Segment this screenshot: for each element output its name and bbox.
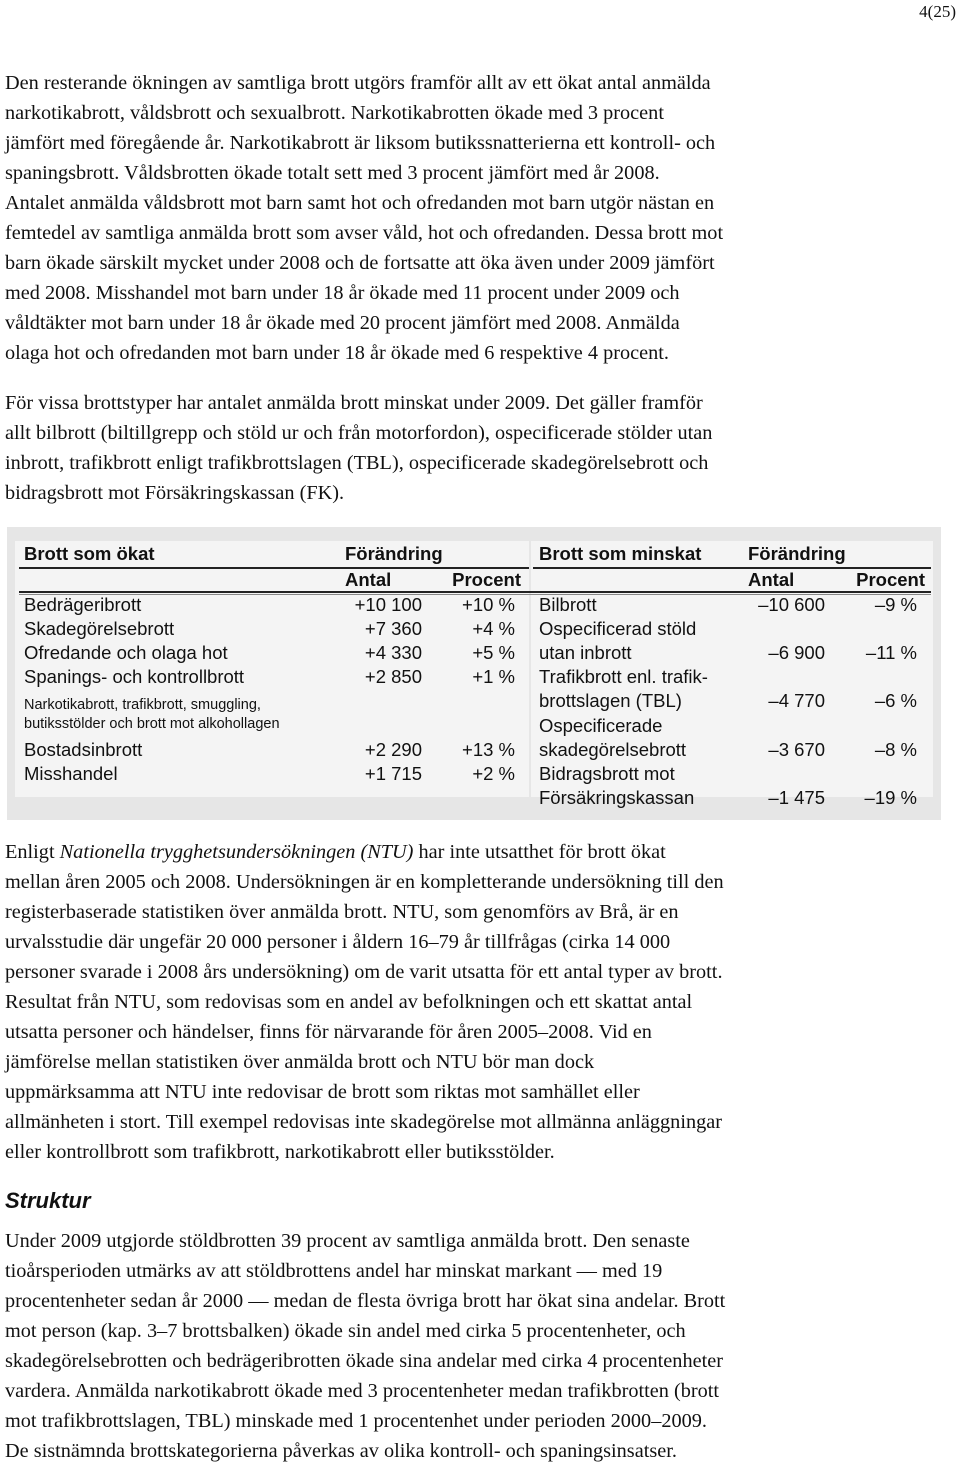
table-cell-antal: –10 600 (758, 594, 825, 615)
text-line: procentenheter sedan år 2000 — medan de flesta övriga brott har ökat sina andelar. Brott (5, 1290, 726, 1312)
table-cell-procent: +13 % (462, 739, 515, 760)
crime-change-table (7, 527, 941, 820)
table-cell-label-small: butiksstölder och brott mot alkohollagen (24, 716, 280, 732)
table-cell-antal: +10 100 (354, 594, 422, 615)
table-cell-procent: –9 % (874, 594, 917, 615)
text-line: mot person (kap. 3–7 brottsbalken) ökade sin andel med cirka 5 procentenheter, och (5, 1320, 686, 1342)
paragraph-ntu (5, 837, 950, 1167)
table-cell-procent: –19 % (864, 787, 917, 808)
table-cell-procent: +10 % (462, 594, 515, 615)
table-cell-procent: +2 % (472, 763, 515, 784)
table-cell-procent: +1 % (472, 666, 515, 687)
subheader-procent-right: Procent (856, 569, 925, 590)
section-heading-struktur: Struktur (5, 1188, 91, 1213)
survey-title: Nationella trygghetsundersökningen (NTU) (59, 841, 414, 863)
table-cell-procent: +4 % (472, 618, 515, 639)
table-cell-antal: +4 330 (364, 642, 422, 663)
text-line: Under 2009 utgjorde stöldbrotten 39 procent av samtliga anmälda brott. Den senaste (5, 1230, 690, 1252)
table-cell-label: Bostadsinbrott (24, 739, 143, 760)
text-line: urvalsstudie där ungefär 20 000 personer i åldern 16–79 år tillfrågas (cirka 14 000 (5, 931, 671, 953)
header-change-left: Förändring (345, 543, 443, 564)
text-line: Antalet anmälda våldsbrott mot barn samt hot och ofredanden mot barn utgör nästan en (5, 192, 715, 214)
text-line: jämförelse mellan statistiken över anmälda brott och NTU bör man dock (5, 1051, 595, 1073)
paragraph-crime-increase (5, 68, 950, 368)
text-line: olaga hot och ofredanden mot barn under 18 år ökade med 6 respektive 4 procent. (5, 342, 669, 364)
header-rule (19, 591, 931, 593)
text-line: tioårsperioden utmärks av att stöldbrottens andel har minskat markant — med 19 (5, 1260, 663, 1282)
text-line: narkotikabrott, våldsbrott och sexualbrott. Narkotikabrotten ökade med 3 procent (5, 102, 664, 124)
table-cell-procent: –11 % (865, 642, 917, 663)
text-fragment: Enligt (5, 841, 60, 863)
header-increased: Brott som ökat (24, 543, 155, 564)
table-cell-label-small: Narkotikabrott, trafikbrott, smuggling, (24, 697, 261, 713)
table-cell-label: Försäkringskassan (539, 787, 695, 808)
table-cell-antal: +2 850 (364, 666, 422, 687)
text-line: uppmärksamma att NTU inte redovisar de brott som riktas mot samhället eller (5, 1081, 640, 1103)
text-line: allt bilbrott (biltillgrepp och stöld ur och från motorfordon), ospecificerade stölder utan (5, 422, 713, 444)
table-cell-antal: –3 670 (768, 739, 825, 760)
table-cell-procent: –8 % (874, 739, 917, 760)
text-line: våldtäkter mot barn under 18 år ökade med 20 procent jämfört med 2008. Anmälda (5, 312, 680, 334)
text-line (5, 837, 950, 867)
text-line: allmänheten i stort. Till exempel redovisas inte skadegörelse mot allmänna anläggningar (5, 1111, 722, 1133)
table-cell-label: Ospecificerade (539, 715, 663, 736)
table-cell-label: Bilbrott (539, 594, 597, 615)
table-cell-label: utan inbrott (539, 642, 632, 663)
header-change-right: Förändring (748, 543, 846, 564)
text-line: Den resterande ökningen av samtliga brott utgörs framför allt av ett ökat antal anmälda (5, 72, 711, 94)
text-line: femtedel av samtliga anmälda brott som avser våld, hot och ofredanden. Dessa brott mot (5, 222, 724, 244)
subheader-antal-left: Antal (345, 569, 392, 590)
table-cell-label: Spanings- och kontrollbrott (24, 666, 245, 687)
table-cell-label: Skadegörelsebrott (24, 618, 175, 639)
text-line: vardera. Anmälda narkotikabrott ökade med 3 procentenheter medan trafikbrotten (brott (5, 1380, 720, 1402)
table-cell-label: Trafikbrott enl. trafik- (539, 666, 708, 687)
subheader-antal-right: Antal (748, 569, 795, 590)
text-line: personer svarade i 2008 års undersökning) om de varit utsatta för ett antal typer av brott. (5, 961, 723, 983)
text-line: mot trafikbrottslagen, TBL) minskade med 1 procentenhet under perioden 2000–2009. (5, 1410, 707, 1432)
table-cell-antal: +7 360 (364, 618, 422, 639)
page-number: 4(25) (919, 2, 956, 21)
text-line: skadegörelsebrotten och bedrägeribrotten ökade sina andelar med cirka 4 procentenheter (5, 1350, 723, 1372)
subheader-procent-left: Procent (452, 569, 521, 590)
table-cell-antal: +2 290 (364, 739, 422, 760)
table-cell-procent: +5 % (472, 642, 515, 663)
text-line: eller kontrollbrott som trafikbrott, narkotikabrott eller butiksstölder. (5, 1141, 555, 1163)
table-cell-label: brottslagen (TBL) (539, 690, 682, 711)
text-line: För vissa brottstyper har antalet anmälda brott minskat under 2009. Det gäller framför (5, 392, 703, 414)
text-line: Resultat från NTU, som redovisas som en andel av befolkningen och ett skattat antal (5, 991, 693, 1013)
text-line: spaningsbrott. Våldsbrotten ökade totalt sett med 3 procent jämfört med år 2008. (5, 162, 660, 184)
text-line: jämfört med föregående år. Narkotikabrott är liksom butikssnatterierna ett kontroll- och (5, 132, 716, 154)
table-cell-label: skadegörelsebrott (539, 739, 687, 760)
paragraph-crime-decrease (5, 388, 950, 508)
text-line: mellan åren 2005 och 2008. Undersökningen är en kompletterande undersökning till den (5, 871, 724, 893)
text-line: De sistnämnda brottskategorierna påverkas av olika kontroll- och spaningsinsatser. (5, 1440, 677, 1462)
text-line: med 2008. Misshandel mot barn under 18 år ökade med 11 procent under 2009 och (5, 282, 680, 304)
table-cell-antal: –6 900 (768, 642, 825, 663)
text-line: utsatta personer och händelser, finns för närvarande för åren 2005–2008. Vid en (5, 1021, 652, 1043)
text-line: inbrott, trafikbrott enligt trafikbrottslagen (TBL), ospecificerade skadegörelsebrott och (5, 452, 709, 474)
paragraph-structure (5, 1226, 950, 1466)
table-cell-label: Ospecificerad stöld (539, 618, 697, 639)
table-cell-label: Misshandel (24, 763, 118, 784)
table-cell-label: Ofredande och olaga hot (24, 642, 228, 663)
text-line: bidragsbrott mot Försäkringskassan (FK). (5, 482, 345, 504)
text-fragment: har inte utsatthet för brott ökat (413, 841, 666, 863)
table-cell-antal: –1 475 (768, 787, 825, 808)
header-decreased: Brott som minskat (539, 543, 702, 564)
table-cell-label: Bidragsbrott mot (539, 763, 675, 784)
table-cell-antal: –4 770 (768, 690, 825, 711)
table-cell-label: Bedrägeribrott (24, 594, 142, 615)
table-cell-procent: –6 % (874, 690, 917, 711)
text-line: barn ökade särskilt mycket under 2008 och de fortsatte att öka även under 2009 jämfört (5, 252, 715, 274)
table-cell-antal: +1 715 (364, 763, 422, 784)
text-line: registerbaserade statistiken över anmälda brott. NTU, som genomförs av Brå, är en (5, 901, 679, 923)
